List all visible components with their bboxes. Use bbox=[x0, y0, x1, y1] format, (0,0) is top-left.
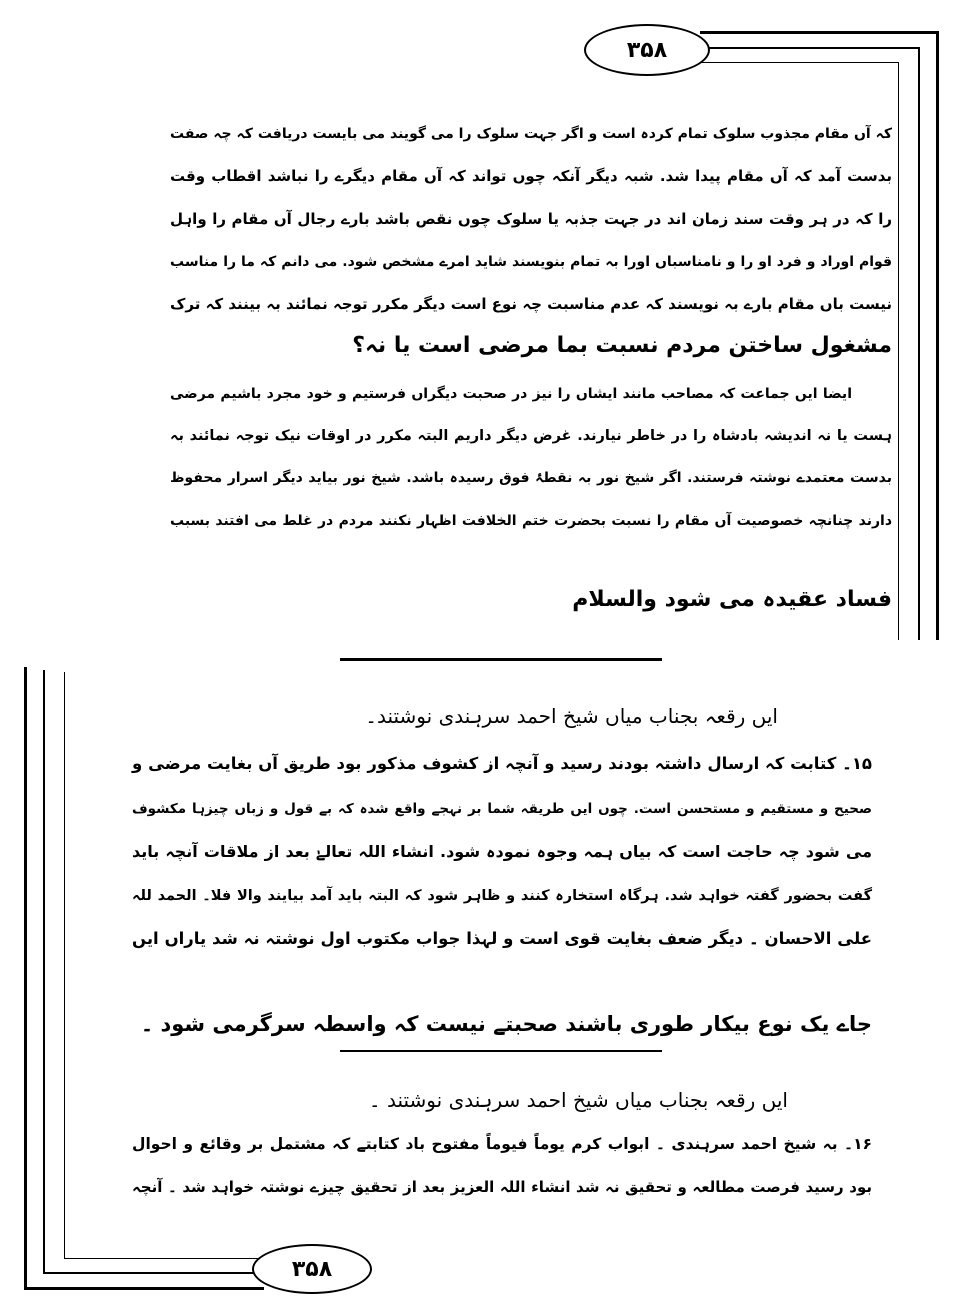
frame-line bbox=[898, 62, 899, 640]
text-line: می شود چہ حاجت است کہ بیاں ہمہ وجوہ نمودہ شود. انشاء اللہ تعالےٰ بعد از ملاقات آنچہ باید bbox=[132, 842, 872, 861]
frame-line bbox=[700, 62, 899, 63]
text-line: را کہ در ہر وقت سند زمان اند در جہت جذبہ یا سلوک چوں نقص باشد بارے رجال آں مقام را واہل bbox=[170, 210, 892, 228]
text-line: بدست معتمدے نوشتہ فرستند. اگر شیخ نور بہ نقطۂ فوق رسیدہ باشد. شیخ نور بیاید دیگر اسرار محفوظ bbox=[170, 470, 892, 486]
text-line: ہست یا نہ اندیشہ بادشاہ را در خاطر نیارند. غرض دیگر داریم البتہ مکرر در اوقات نیک توجہ نمائند بہ bbox=[170, 428, 892, 444]
frame-line bbox=[43, 1272, 258, 1274]
frame-line bbox=[24, 667, 27, 1289]
text-line: ۱۶۔ بہ شیخ احمد سرہندی ۔ ابواب کرم یوماً فیوماً مفتوح باد کتابتے کہ مشتمل بر وقائع و احوال bbox=[132, 1135, 872, 1153]
frame-line bbox=[64, 1258, 264, 1259]
text-line: نیست باں مقام بارے بہ نویسند کہ عدم مناسبت چہ نوع است دیگر مکرر توجہ نمائند بہ بینند کہ ترک bbox=[170, 295, 892, 313]
section-divider bbox=[340, 658, 662, 661]
frame-line bbox=[705, 47, 920, 49]
frame-line bbox=[918, 47, 920, 640]
frame-line bbox=[64, 672, 65, 1259]
text-line: فساد عقیدہ می شود والسلام bbox=[572, 587, 892, 612]
frame-line bbox=[24, 1287, 264, 1290]
text-line: دارند چنانچہ خصوصیت آں مقام را نسبت بحضرت ختم الخلافت اظہار نکنند مردم در غلط می افتند بسبب bbox=[170, 513, 892, 529]
text-line: قوام اوراد و فرد او را و نامناسباں اورا بہ تمام بنویسند شاید امرے مشخص شود. می دانم کہ ما را مناسب bbox=[170, 254, 892, 270]
text-line: بود رسید فرصت مطالعہ و تحقیق نہ شد انشاء اللہ العزیز بعد از تحقیق چیزے نوشتہ خواہد شد ۔ آنچہ bbox=[132, 1178, 872, 1196]
text-line: علی الاحسان ۔ دیگر ضعف بغایت قوی است و لہذا جواب مکتوب اول نوشتہ نہ شد یاراں ایں bbox=[132, 929, 872, 948]
text-line: بدست آمد کہ آں مقام پیدا شد. شبہ دیگر آنکہ چوں تواند کہ آں مقام دیگرے را نباشد اقطاب وقت bbox=[170, 167, 892, 185]
frame-line bbox=[936, 31, 939, 640]
text-line: صحیح و مستقیم و مستحسن است. چوں ایں طریقہ شما بر نہجے واقع شدہ کہ بے قول و زباں چیزہا مکشوف bbox=[132, 801, 872, 817]
frame-line bbox=[700, 31, 938, 34]
section-divider bbox=[340, 1050, 662, 1052]
page-number-top: ۳۵۸ bbox=[584, 24, 710, 76]
frame-line bbox=[43, 670, 45, 1274]
page-number-bottom: ۳۵۸ bbox=[252, 1244, 372, 1294]
text-line: مشغول ساختن مردم نسبت بما مرضی است یا نہ؟ bbox=[352, 333, 892, 358]
letter-heading: ایں رقعہ بجناب میاں شیخ احمد سرہندی نوشتند ۔ bbox=[368, 1088, 788, 1112]
letter-heading: ایں رقعہ بجناب میاں شیخ احمد سرہندی نوشتند۔ bbox=[365, 704, 778, 728]
text-line: ۱۵۔ کتابت کہ ارسال داشتہ بودند رسید و آنچہ از کشوف مذکور بود طریق آں بغایت مرضی و bbox=[132, 754, 872, 773]
text-line: گفت بحضور گفتہ خواہد شد. ہرگاہ استخارہ کنند و ظاہر شود کہ البتہ باید آمد بیایند والا فلا۔ الحمد للہ bbox=[132, 888, 872, 904]
text-line: کہ آں مقام مجذوب سلوک تمام کردہ است و اگر جہت سلوک را می گویند می بایست دریافت کہ چہ صفت bbox=[170, 126, 892, 142]
text-line: ایضا ایں جماعت کہ مصاحب مانند ایشاں را نیز در صحبت دیگراں فرستیم و خود مجرد باشیم مرضی bbox=[170, 386, 852, 402]
text-line: جاے یک نوع بیکار طوری باشند صحبتے نیست کہ واسطہ سرگرمی شود ۔ bbox=[140, 1012, 872, 1036]
